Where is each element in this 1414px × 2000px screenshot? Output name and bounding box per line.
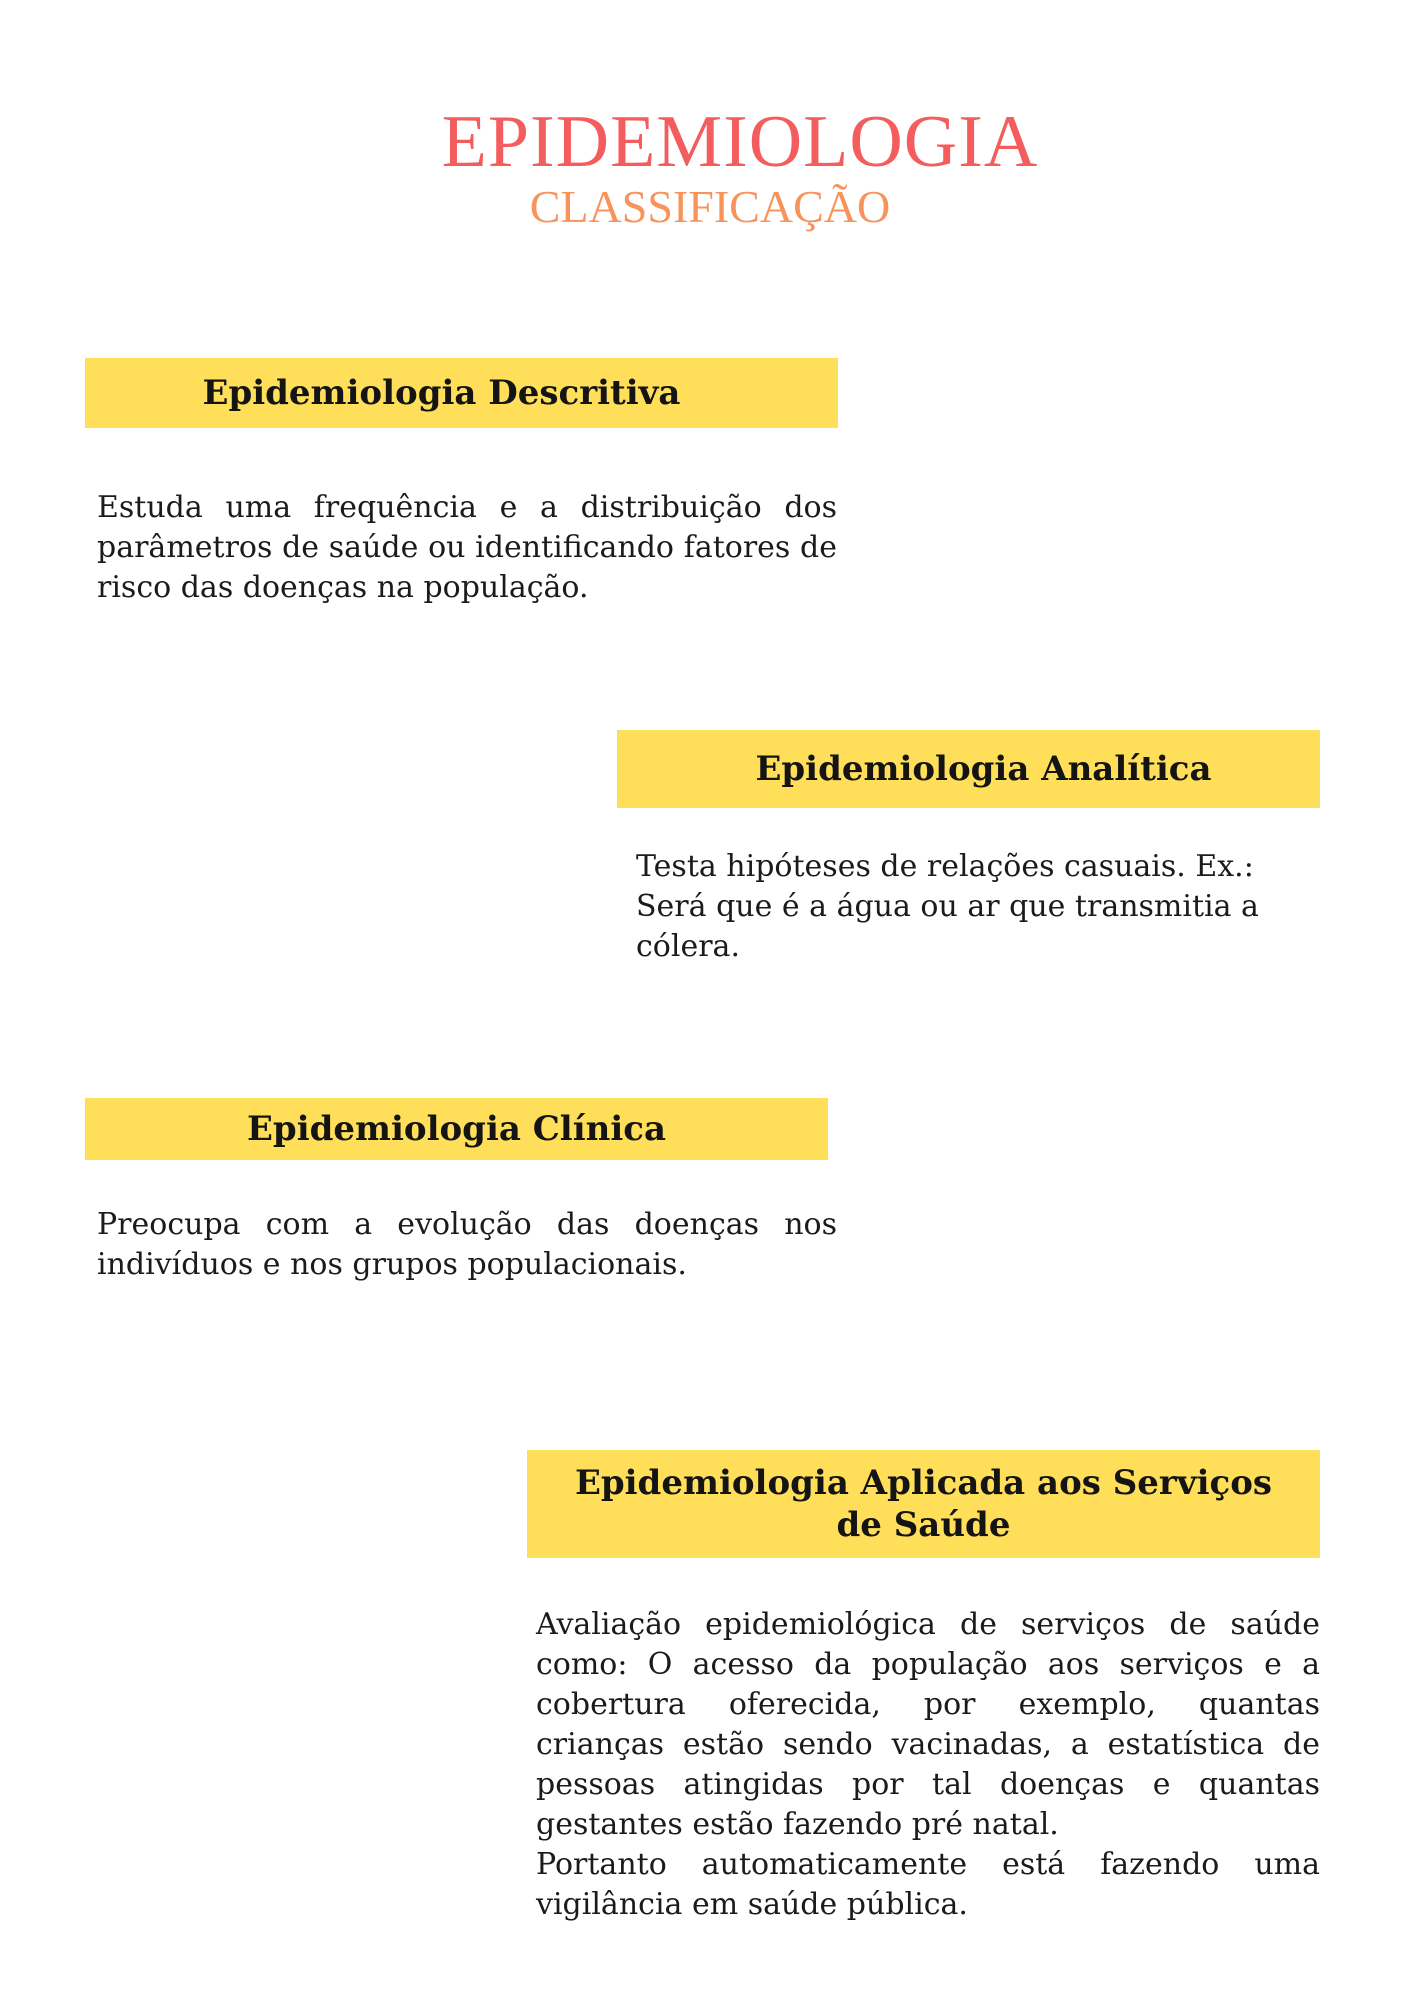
section-paragraph: Avaliação epidemiológica de serviços de saúde como: O acesso da população aos serviços e a cobertura oferecida, por exemplo, quantas crianças estão sendo vacinadas, a estatística de pessoas atingidas por tal doenças e quantas gestantes estão fazendo pré natal.: [536, 1607, 1320, 1842]
section-heading-analitica: [617, 730, 1320, 808]
section-heading-label: Epidemiologia Clínica: [247, 1109, 666, 1149]
section-text-descritiva: Estuda uma frequência e a distribuição dos parâmetros de saúde ou identificando fatores de risco das doenças na população.: [97, 490, 837, 605]
section-heading-label: Epidemiologia Analítica: [755, 749, 1212, 789]
section-heading-descritiva: [85, 358, 838, 428]
section-heading-label: Epidemiologia Aplicada aos Serviços de Saúde: [574, 1463, 1273, 1545]
page-title: EPIDEMIOLOGIA: [441, 101, 1039, 183]
section-text-servicos: [536, 1605, 1320, 1925]
section-text-clinica: Preocupa com a evolução das doenças nos indivíduos e nos grupos populacionais.: [97, 1207, 837, 1282]
section-heading-label: Epidemiologia Descritiva: [202, 373, 681, 413]
section-heading-servicos: [527, 1450, 1320, 1558]
section-paragraph: Portanto automaticamente está fazendo uma vigilância em saúde pública.: [536, 1847, 1320, 1922]
section-heading-clinica: [85, 1098, 828, 1160]
page-subtitle: CLASSIFICAÇÃO: [529, 181, 891, 232]
section-text-analitica: Testa hipóteses de relações casuais. Ex.: Será que é a água ou ar que transmitia a cólera.: [636, 849, 1259, 964]
